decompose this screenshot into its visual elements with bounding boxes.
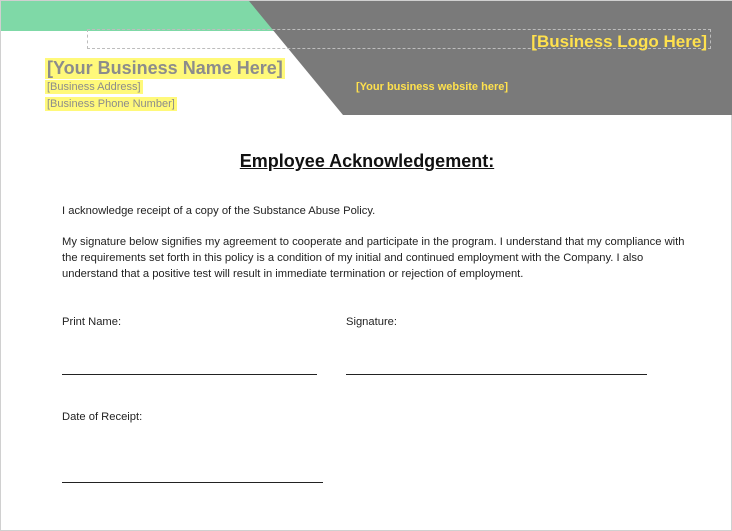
print-name-line[interactable] <box>62 374 317 375</box>
date-of-receipt-line[interactable] <box>62 482 323 483</box>
gray-header-shape <box>249 1 732 115</box>
agreement-paragraph: My signature below signifies my agreement to cooperate and participate in the program. I understand that my compliance with the requirements set forth in this policy is a condition of my initial and continued employment with the Company. I also understand that a positive test will result in immediate termination or rejection of employment. <box>62 236 685 280</box>
business-logo-placeholder[interactable]: [Business Logo Here] <box>531 32 707 51</box>
business-phone-field[interactable]: [Business Phone Number] <box>47 98 175 110</box>
date-of-receipt-label: Date of Receipt: <box>62 411 143 423</box>
green-accent-shape <box>1 1 291 31</box>
signature-line[interactable] <box>346 374 647 375</box>
document-title <box>1 151 732 172</box>
document-title-text: Employee Acknowledgement: <box>239 151 495 171</box>
business-website-field[interactable]: [Your business website here] <box>356 81 509 93</box>
signature-label: Signature: <box>346 316 397 328</box>
print-name-label: Print Name: <box>62 316 122 328</box>
acknowledgement-paragraph: I acknowledge receipt of a copy of the Substance Abuse Policy. <box>62 205 376 217</box>
business-address-field[interactable]: [Business Address] <box>47 81 141 93</box>
business-name-field[interactable]: [Your Business Name Here] <box>47 58 283 78</box>
